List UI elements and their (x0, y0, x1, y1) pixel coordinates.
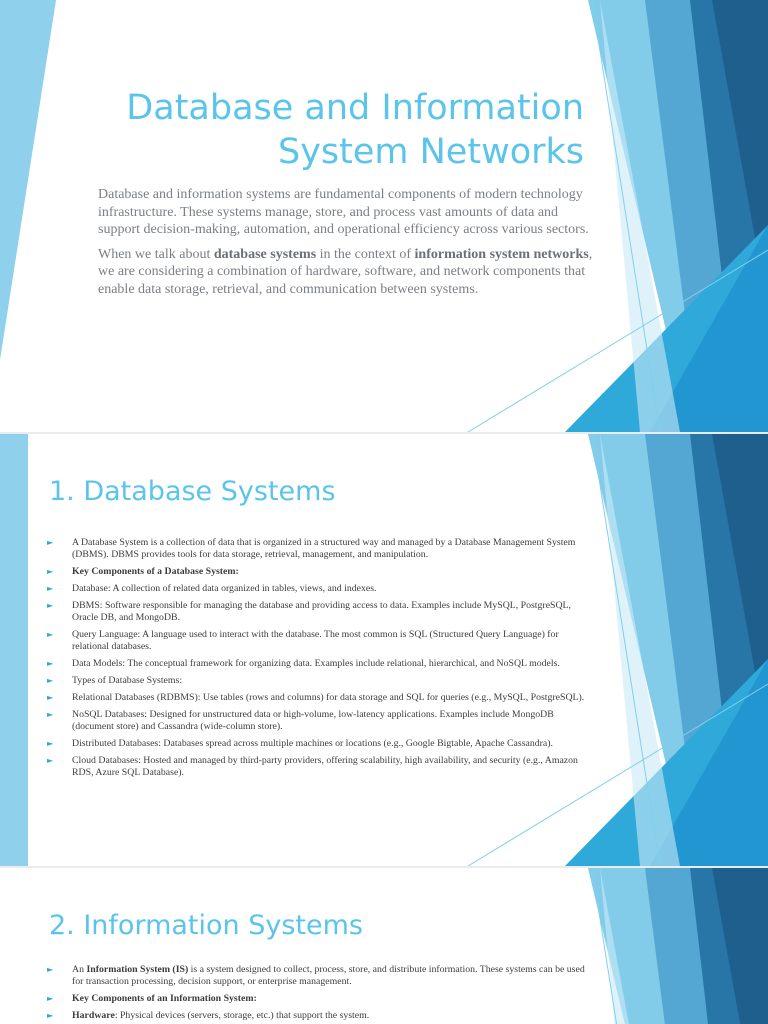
bold-term-information-system: Information System (IS) (86, 964, 189, 975)
list-item-text: Key Components of an Information System: (72, 993, 257, 1004)
left-accent-shape (0, 0, 56, 360)
bullet-arrow-icon: ► (47, 710, 54, 719)
list-item-text: Types of Database Systems: (72, 675, 183, 686)
text-run: , we are considering a combination of hardware, software, and network components that enable data storage, retrieval, and communication between systems. (98, 246, 593, 297)
list-item (47, 964, 587, 988)
list-item (47, 566, 587, 578)
section-heading: 1. Database Systems (49, 476, 336, 507)
intro-body (98, 186, 602, 306)
list-item-text: Query Language: A language used to interact with the database. The most common is SQL (Structured Query Language) for relational databases. (72, 629, 559, 652)
list-item (47, 583, 587, 595)
title-line-1: Database and Information (126, 88, 584, 128)
bullet-arrow-icon: ► (47, 965, 54, 974)
slide-database-systems (0, 434, 768, 866)
text-run: is a system designed to collect, process, store, and distribute information. These systems can be used for transaction processing, decision support, or enterprise management. (72, 964, 585, 987)
list-item (47, 692, 587, 704)
bullet-arrow-icon: ► (47, 630, 54, 639)
list-item-text: Data Models: The conceptual framework for organizing data. Examples include relational, hierarchical, and NoSQL models. (72, 658, 560, 669)
list-item (47, 738, 587, 750)
list-item-text: Cloud Databases: Hosted and managed by third-party providers, offering scalability, high availability, and security (e.g., Amazon RDS, Azure SQL Database). (72, 755, 578, 778)
list-item-text: NoSQL Databases: Designed for unstructured data or high-volume, low-latency applications. Examples include MongoDB (document store) and Cassandra (wide-column store). (72, 709, 554, 732)
bullet-arrow-icon: ► (47, 739, 54, 748)
bullet-arrow-icon: ► (47, 538, 54, 547)
text-run: An (72, 964, 87, 975)
list-item (47, 993, 587, 1005)
list-item (47, 675, 587, 687)
list-item-text: Distributed Databases: Databases spread across multiple machines or locations (e.g., Google Bigtable, Apache Cassandra). (72, 738, 553, 749)
bold-term-database-systems: database systems (213, 246, 317, 262)
list-item (47, 537, 587, 561)
list-item (47, 629, 587, 653)
bullet-list (47, 537, 587, 784)
text-run: in the context of (316, 246, 415, 262)
bold-term-information-system-networks: information system networks (414, 246, 589, 262)
left-accent-shape (0, 434, 28, 866)
slide-information-systems (0, 868, 768, 1024)
list-item (47, 600, 587, 624)
context-paragraph (98, 246, 602, 299)
page-title (60, 86, 584, 174)
text-run: When we talk about (98, 246, 214, 262)
list-item (47, 1010, 587, 1022)
list-item (47, 658, 587, 670)
bullet-arrow-icon: ► (47, 756, 54, 765)
list-item-text: Key Components of a Database System: (72, 566, 239, 577)
list-item (47, 709, 587, 733)
intro-paragraph: Database and information systems are fundamental components of modern technology infrastructure. These systems manage, store, and process vast amounts of data and support decision-making, automation, and operational efficiency across various sectors. (98, 187, 589, 238)
bullet-arrow-icon: ► (47, 601, 54, 610)
section-heading: 2. Information Systems (49, 910, 363, 941)
bullet-list (47, 964, 587, 1024)
list-item (47, 755, 587, 779)
list-item-text: DBMS: Software responsible for managing the database and providing access to data. Examples include MySQL, PostgreSQL, Oracle DB, and MongoDB. (72, 600, 571, 623)
bullet-arrow-icon: ► (47, 676, 54, 685)
list-item-text: Database: A collection of related data organized in tables, views, and indexes. (72, 583, 377, 594)
slide-title (0, 0, 768, 432)
title-line-2: System Networks (277, 132, 584, 172)
list-item-text: Relational Databases (RDBMS): Use tables (rows and columns) for data storage and SQL for queries (e.g., MySQL, PostgreSQL). (72, 692, 585, 703)
bullet-arrow-icon: ► (47, 584, 54, 593)
bullet-arrow-icon: ► (47, 659, 54, 668)
text-run: : Physical devices (servers, storage, etc.) that support the system. (114, 1010, 370, 1021)
bold-term-hardware: Hardware (72, 1010, 115, 1021)
bullet-arrow-icon: ► (47, 567, 54, 576)
bullet-arrow-icon: ► (47, 994, 54, 1003)
bullet-arrow-icon: ► (47, 1011, 54, 1020)
bullet-arrow-icon: ► (47, 693, 54, 702)
list-item-text: A Database System is a collection of data that is organized in a structured way and managed by a Database Management System (DBMS). DBMS provides tools for data storage, retrieval, management, and manipulation. (72, 537, 576, 560)
